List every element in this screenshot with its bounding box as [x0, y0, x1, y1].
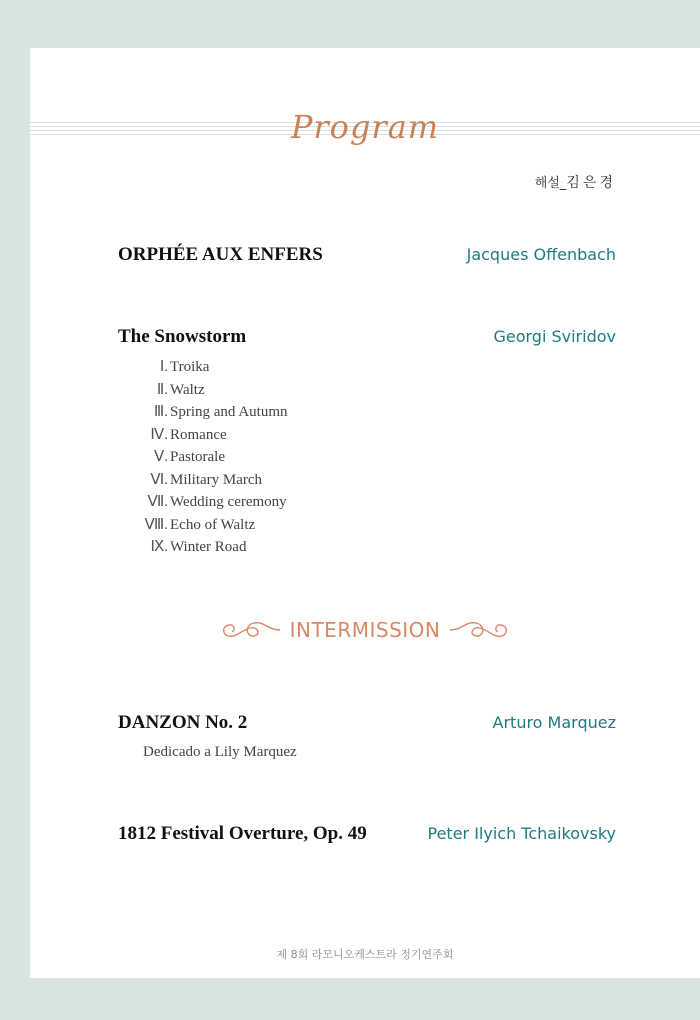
movement-item: Ⅳ. Romance: [150, 426, 227, 443]
intermission-banner: [30, 616, 700, 644]
work-danzon: [118, 712, 616, 734]
commentator-credit: [535, 172, 616, 192]
movement-item: Ⅸ. Winter Road: [150, 539, 247, 555]
movement-item: Ⅰ. Troika: [159, 359, 210, 375]
movement-item: Ⅷ. Echo of Waltz: [144, 516, 256, 533]
flourish-right-icon: [448, 616, 510, 644]
work-title: 1812 Festival Overture, Op. 49: [118, 823, 367, 844]
work-composer: Jacques Offenbach: [466, 245, 616, 264]
work-title: ORPHÉE AUX ENFERS: [118, 244, 323, 265]
intermission-label: INTERMISSION: [289, 618, 441, 642]
commentator-name: 김은경: [566, 175, 616, 191]
movement-list: [140, 356, 288, 559]
program-page: [30, 48, 700, 978]
footer-text: 제 8회 라모니오케스트라 정기연주회: [276, 948, 454, 961]
work-composer: Georgi Sviridov: [493, 327, 616, 346]
program-title: Program: [290, 108, 440, 146]
work-title: DANZON No. 2: [118, 712, 248, 733]
work-title: The Snowstorm: [118, 326, 247, 347]
commentator-label: 해설_: [534, 176, 567, 191]
movement-item: Ⅵ. Military March: [150, 471, 263, 488]
work-orphee: [118, 244, 616, 266]
work-composer: Arturo Marquez: [492, 713, 616, 732]
movement-item: Ⅴ. Pastorale: [153, 449, 225, 465]
movement-item: Ⅲ. Spring and Autumn: [153, 404, 288, 420]
work-subtitle: Dedicado a Lily Marquez: [143, 744, 297, 760]
work-composer: Peter Ilyich Tchaikovsky: [427, 824, 616, 843]
movement-item: Ⅱ. Waltz: [156, 381, 205, 398]
work-snowstorm: [118, 326, 616, 348]
movement-item: Ⅶ. Wedding ceremony: [147, 494, 287, 510]
flourish-left-icon: [220, 616, 282, 644]
work-1812-overture: [118, 823, 616, 845]
